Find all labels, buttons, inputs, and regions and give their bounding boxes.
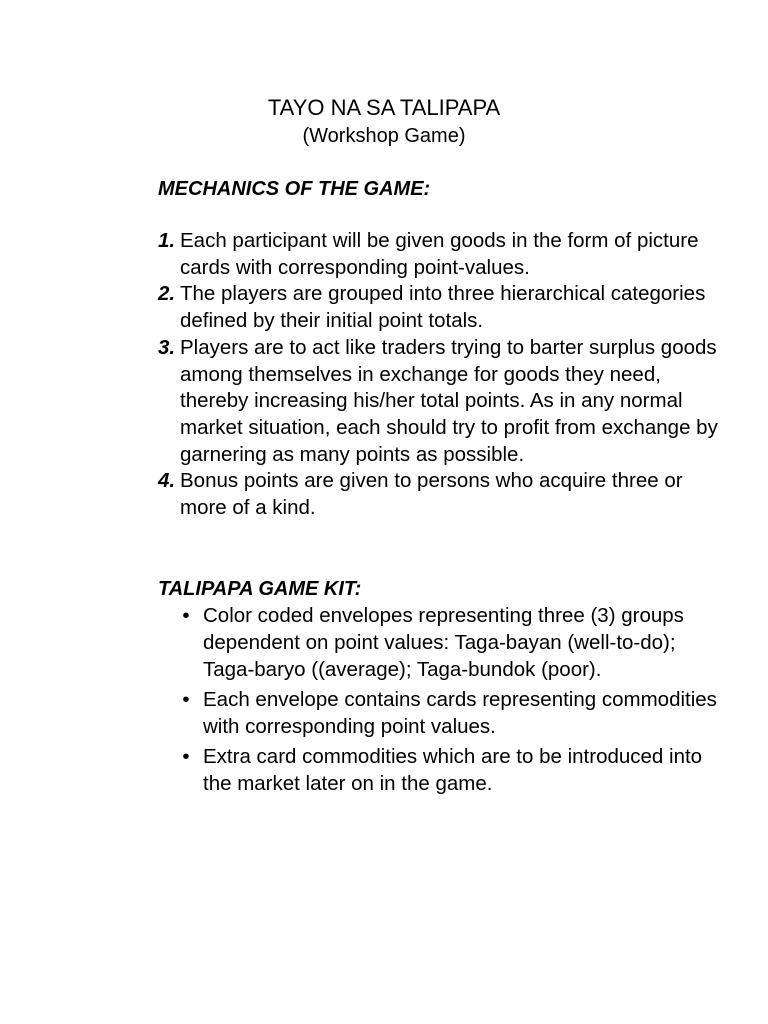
game-kit-list	[180, 602, 720, 800]
step-text: Players are to act like traders trying to barter surplus goods among themselves in exchange for goods they need, thereby increasing his/her total points. As in any normal market situation, each should try to profit from exchange by garnering as many points as possible.	[180, 335, 718, 466]
kit-item-text: Extra card commodities which are to be introduced into the market later on in the game.	[203, 745, 703, 795]
bullet-icon: •	[182, 688, 190, 711]
mechanics-step	[158, 468, 718, 521]
mechanics-step	[158, 281, 718, 334]
game-kit-heading: TALIPAPA GAME KIT:	[158, 578, 362, 600]
bullet-icon: •	[182, 745, 190, 768]
game-kit-item	[180, 743, 720, 797]
step-number: 2.	[158, 282, 176, 306]
step-text: Bonus points are given to persons who acquire three or more of a kind.	[180, 469, 683, 520]
step-text: Each participant will be given goods in the form of picture cards with corresponding point-values.	[180, 229, 699, 279]
mechanics-step	[158, 228, 718, 281]
step-number: 3.	[158, 335, 176, 359]
document-subtitle: (Workshop Game)	[302, 125, 466, 147]
game-kit-item	[180, 602, 720, 683]
step-number: 1.	[158, 229, 176, 252]
step-text: The players are grouped into three hierarchical categories defined by their initial point totals.	[180, 282, 706, 333]
mechanics-step	[158, 335, 718, 469]
bullet-icon: •	[182, 604, 190, 627]
step-number: 4.	[158, 469, 176, 493]
kit-item-text: Each envelope contains cards representing commodities with corresponding point values.	[203, 688, 717, 738]
mechanics-list	[158, 228, 718, 522]
kit-item-text: Color coded envelopes representing three (3) groups dependent on point values: Taga-bayan (well-to-do); Taga-baryo ((average); Taga-bundok (poor).	[203, 604, 684, 681]
document-title: TAYO NA SA TALIPAPA	[267, 95, 501, 120]
mechanics-heading: MECHANICS OF THE GAME:	[158, 178, 431, 200]
game-kit-item	[180, 686, 720, 740]
